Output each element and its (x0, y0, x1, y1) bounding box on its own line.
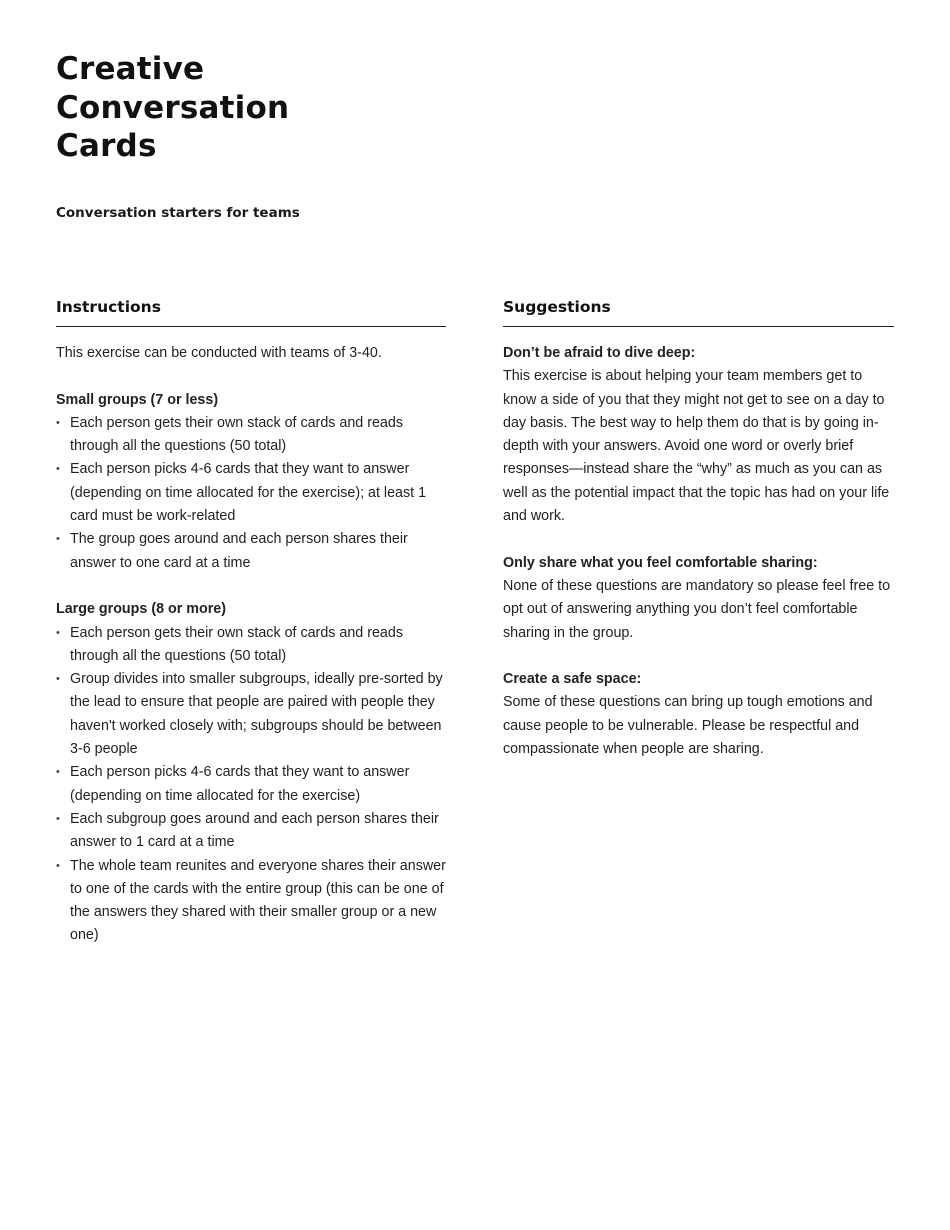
bullet-icon: • (56, 859, 60, 872)
title-line: Cards (56, 128, 157, 164)
suggestions-section (503, 296, 894, 761)
suggestions-body (503, 342, 894, 761)
list-item-text: Each person gets their own stack of cards and reads through all the questions (50 total) (70, 624, 403, 664)
suggestion-block (503, 668, 894, 761)
suggestion-text: None of these questions are mandatory so please feel free to opt out of answering anything you don’t feel comfortable sharing in the group. (503, 577, 891, 641)
page-subtitle: Conversation starters for teams (56, 205, 300, 221)
list-item (56, 808, 446, 855)
instructions-section (56, 296, 446, 948)
list-item-text: Each person picks 4-6 cards that they want to answer (depending on time allocated for the exercise); at least 1 card must be work-related (70, 461, 427, 525)
list-item (56, 412, 446, 459)
list-item-text: The group goes around and each person shares their answer to one card at a time (70, 531, 408, 571)
suggestion-block (503, 552, 894, 645)
suggestion-text: This exercise is about helping your team members get to know a side of you that they might not get to see on a day to day basis. The best way to help them do that is by going in-depth with your answers. Avoid one word or overly brief responses—instead share the “why” as much as you can as well as the potential impact that the topic has had on your life and work. (503, 368, 890, 525)
list-item-text: Each person picks 4-6 cards that they want to answer (depending on time allocated for the exercise) (70, 764, 410, 804)
large-groups-list (56, 622, 446, 948)
list-item-text: Each person gets their own stack of cards and reads through all the questions (50 total) (70, 414, 403, 455)
suggestion-heading: Create a safe space: (503, 671, 642, 688)
suggestions-heading: Suggestions (503, 296, 894, 327)
page-title (56, 50, 289, 166)
small-groups-list (56, 412, 446, 575)
title-line: Conversation (56, 89, 290, 126)
suggestion-heading: Only share what you feel comfortable sharing: (503, 554, 818, 571)
instructions-body (56, 342, 446, 948)
list-item (56, 761, 446, 808)
title-line: Creative (56, 51, 205, 87)
instructions-intro: This exercise can be conducted with teams of 3-40. (56, 345, 382, 361)
large-groups-heading: Large groups (8 or more) (56, 601, 226, 618)
list-item-text: Each subgroup goes around and each person shares their answer to 1 card at a time (70, 810, 439, 851)
bullet-icon: • (56, 626, 60, 639)
list-item-text: The whole team reunites and everyone shares their answer to one of the cards with the entire group (this can be one of the answers they shared with their smaller group or a new one) (70, 857, 446, 944)
bullet-icon: • (56, 463, 60, 476)
list-item (56, 622, 446, 669)
suggestion-text: Some of these questions can bring up tough emotions and cause people to be vulnerable. Please be respectful and compassionate when people are sharing. (503, 694, 873, 758)
instructions-heading: Instructions (56, 296, 446, 327)
bullet-icon: • (56, 673, 60, 686)
list-item (56, 528, 446, 575)
bullet-icon: • (56, 416, 60, 429)
bullet-icon: • (56, 533, 60, 546)
suggestion-block (503, 342, 894, 528)
suggestion-heading: Don’t be afraid to dive deep: (503, 345, 696, 361)
small-groups-heading: Small groups (7 or less) (56, 391, 219, 408)
list-item (56, 855, 446, 948)
list-item (56, 458, 446, 528)
list-item (56, 668, 446, 761)
bullet-icon: • (56, 812, 60, 825)
list-item-text: Group divides into smaller subgroups, ideally pre-sorted by the lead to ensure that people are paired with people they haven't worked closely with; subgroups should be between 3-6 people (70, 671, 443, 758)
bullet-icon: • (56, 766, 60, 779)
